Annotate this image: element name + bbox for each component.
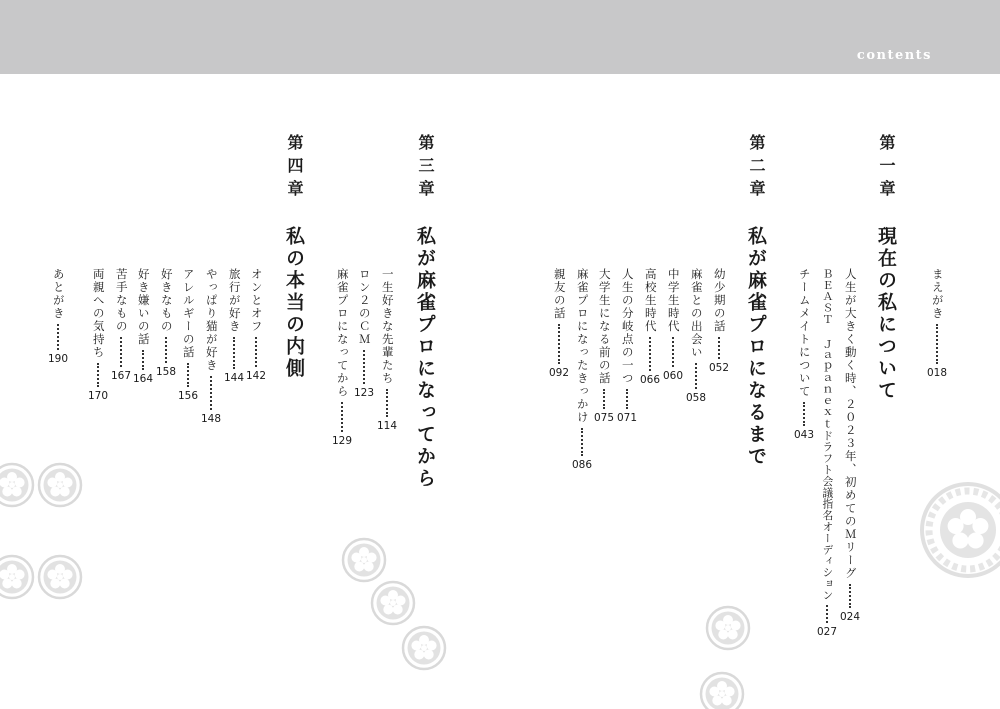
toc-page-number: 144	[224, 372, 245, 384]
toc-entry[interactable]	[111, 268, 131, 382]
toc-page-number: 024	[840, 611, 861, 623]
toc-entry-title: アレルギーの話	[181, 268, 196, 359]
contents-label: contents	[856, 48, 932, 63]
toc-entry[interactable]	[549, 268, 569, 379]
dotted-leader	[649, 337, 651, 371]
toc-page-number: 060	[663, 370, 684, 382]
toc-entry[interactable]	[354, 268, 374, 399]
toc-entry[interactable]	[794, 268, 814, 441]
toc-entry[interactable]	[224, 268, 244, 384]
toc-page-number: 156	[178, 390, 199, 402]
dotted-leader	[165, 337, 167, 363]
toc-entry[interactable]	[88, 268, 108, 402]
toc-page-number: 071	[617, 412, 638, 424]
toc-entry-title: 麻雀プロになってから	[335, 268, 350, 398]
toc-entry-title: まえがき	[930, 268, 945, 320]
dotted-leader	[341, 402, 343, 432]
toc-page-number: 114	[377, 420, 398, 432]
chapter-1-title: 現在の私について	[875, 226, 897, 402]
toc-entry[interactable]	[663, 268, 683, 382]
toc-entry-title: 旅行が好き	[227, 268, 242, 333]
toc-entry-title: 幼少期の話	[712, 268, 727, 333]
chapter-2-title: 私が麻雀プロになるまで	[745, 226, 767, 468]
toc-entry-title: 大学生になる前の話	[597, 268, 612, 385]
toc-entry[interactable]	[817, 268, 837, 637]
dotted-leader	[255, 337, 257, 367]
toc-page-number: 190	[48, 353, 69, 365]
toc-page-number: 092	[549, 367, 570, 379]
chapter-4-number: 第四章	[285, 134, 304, 203]
toc-entry[interactable]	[133, 268, 153, 385]
toc-entry[interactable]	[178, 268, 198, 402]
dotted-leader	[363, 350, 365, 384]
toc-page-number: 018	[927, 367, 948, 379]
chapter-3-number: 第三章	[416, 134, 435, 203]
toc-entry-title: ロン２のＣＭ	[357, 268, 372, 346]
toc-page-number: 058	[686, 392, 707, 404]
toc-entry[interactable]	[332, 268, 352, 447]
toc-entry-preface[interactable]	[927, 268, 947, 379]
toc-entry-title: やっぱり猫が好き	[204, 268, 219, 372]
toc-entry-title: 高校生時代	[643, 268, 658, 333]
toc-entry[interactable]	[594, 268, 614, 424]
toc-entry-title: 苦手なもの	[114, 268, 129, 333]
chapter-1-number: 第一章	[877, 134, 896, 203]
toc-page-number: 123	[354, 387, 375, 399]
toc-page-number: 170	[88, 390, 109, 402]
toc-entry-title: 一生好きな先輩たち	[380, 268, 395, 385]
toc-page-number: 167	[111, 370, 132, 382]
chapter-2-number: 第二章	[747, 134, 766, 203]
toc-page-number: 142	[246, 370, 267, 382]
dotted-leader	[626, 389, 628, 409]
header-bar	[0, 0, 1000, 74]
toc-page-number: 148	[201, 413, 222, 425]
dotted-leader	[803, 402, 805, 426]
toc-page-number: 075	[594, 412, 615, 424]
dotted-leader	[187, 363, 189, 387]
dotted-leader	[386, 389, 388, 417]
toc-entry[interactable]	[572, 268, 592, 471]
toc-entry-afterword[interactable]	[48, 268, 68, 365]
toc-page-number: 086	[572, 459, 593, 471]
toc-page-number: 027	[817, 625, 838, 638]
dotted-leader	[672, 337, 674, 367]
toc-entry[interactable]	[201, 268, 221, 425]
toc-entry-title: あとがき	[51, 268, 66, 320]
toc-entry-title: 中学生時代	[666, 268, 681, 333]
toc-page-number: 066	[640, 374, 661, 386]
chapter-3-title: 私が麻雀プロになってから	[414, 226, 436, 490]
toc-entry-title: チームメイトについて	[797, 268, 812, 398]
dotted-leader	[718, 337, 720, 359]
toc-entry-title: 人生の分岐点の一つ	[620, 268, 635, 385]
toc-entry[interactable]	[709, 268, 729, 374]
toc-entry-title: 麻雀プロになったきっかけ	[575, 268, 590, 424]
toc-entry-title: 人生が大きく動く時、２０２３年、初めてのＭリーグ	[843, 268, 858, 580]
dotted-leader	[826, 605, 828, 623]
toc-entry[interactable]	[156, 268, 176, 378]
toc-entry[interactable]	[617, 268, 637, 424]
toc-entry[interactable]	[640, 268, 660, 386]
dotted-leader	[603, 389, 605, 409]
toc-entry[interactable]	[246, 268, 266, 382]
dotted-leader	[936, 324, 938, 364]
dotted-leader	[695, 363, 697, 389]
dotted-leader	[581, 428, 583, 456]
toc-entry-title: 麻雀との出会い	[689, 268, 704, 359]
toc-page-number: 164	[133, 373, 154, 385]
toc-page-number: 043	[794, 429, 815, 441]
chapter-4-title: 私の本当の内側	[283, 226, 305, 380]
toc-entry-title: 親友の話	[552, 268, 567, 320]
dotted-leader	[233, 337, 235, 369]
toc-entry-title: 好きなもの	[159, 268, 174, 333]
dotted-leader	[210, 376, 212, 410]
toc-page-number: 129	[332, 435, 353, 447]
dotted-leader	[120, 337, 122, 367]
toc-entry-title: ＢＥＡＳＴ Ｊａｐａｎｅｘｔドラフト会議指名オーディション	[821, 268, 835, 601]
toc-entry-title: 両親への気持ち	[91, 268, 106, 359]
toc-entry[interactable]	[377, 268, 397, 432]
toc-entry[interactable]	[840, 268, 860, 623]
dotted-leader	[97, 363, 99, 387]
dotted-leader	[558, 324, 560, 364]
dotted-leader	[849, 584, 851, 608]
dotted-leader	[57, 324, 59, 350]
dotted-leader	[142, 350, 144, 370]
toc-entry-title: 好き嫌いの話	[136, 268, 151, 346]
toc-entry-title: オンとオフ	[249, 268, 264, 333]
toc-page-number: 052	[709, 362, 730, 374]
toc-entry[interactable]	[686, 268, 706, 404]
toc-page-number: 158	[156, 366, 177, 378]
